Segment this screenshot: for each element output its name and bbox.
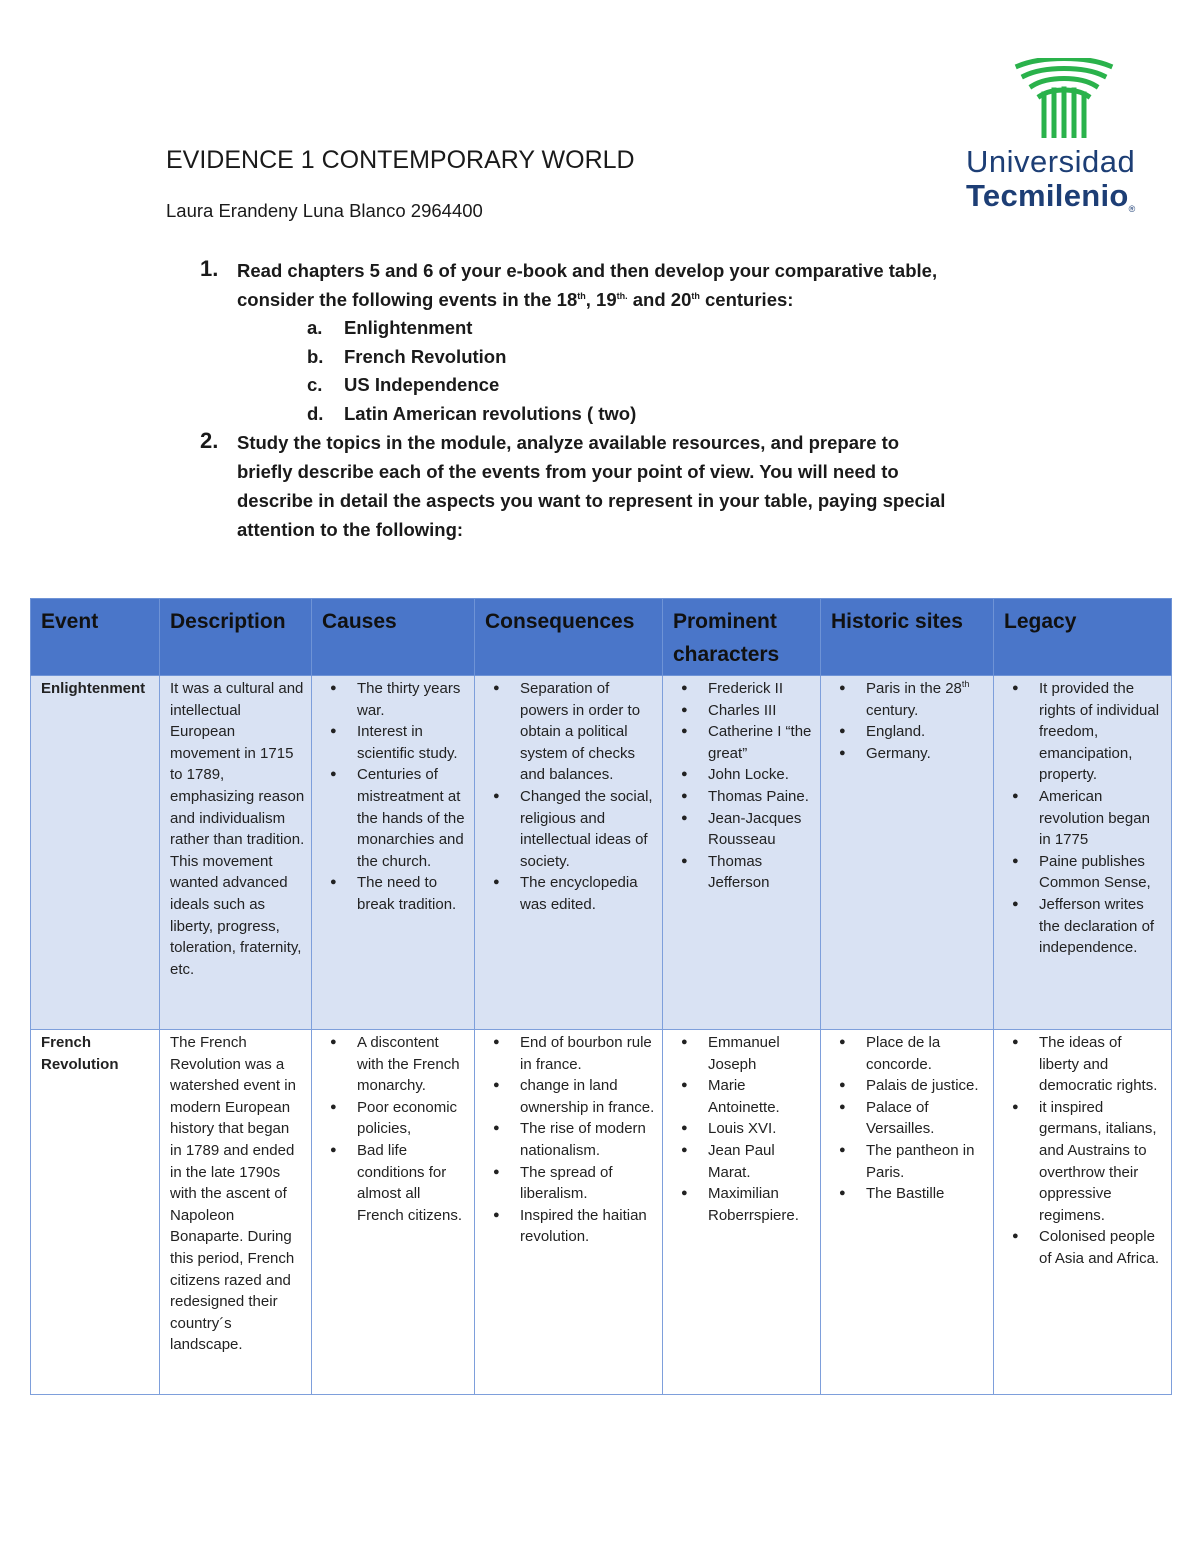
list-item: ● The ideas of liberty and democratic rights. — [1004, 1032, 1165, 1097]
list-item: b. French Revolution — [307, 345, 507, 367]
list-item: ● Jean Paul Marat. — [673, 1140, 814, 1183]
instruction-number: 1. — [200, 256, 219, 281]
column-header: Event — [31, 599, 160, 676]
instructions — [200, 256, 1060, 544]
table-row — [31, 1030, 1172, 1395]
instruction-2-line4: attention to the following: — [237, 519, 464, 540]
instruction-number: 2. — [200, 428, 219, 453]
list-item: ● Marie Antoinette. — [673, 1075, 814, 1118]
description-cell: The French Revolution was a watershed event in modern European history that began in 1789 and ended in the late 1790s with the ascent of Napoleon Bonaparte. During this period, French citizens razed and redesigned their country´s landscape. — [160, 1030, 312, 1395]
characters-cell — [663, 676, 821, 1030]
event-cell: French Revolution — [31, 1030, 160, 1395]
list-item: ● England. — [831, 721, 987, 743]
instruction-2-line2: briefly describe each of the events from your point of view. You will need to — [237, 461, 899, 482]
list-item: d. Latin American revolutions ( two) — [307, 402, 637, 424]
list-item: ● Emmanuel Joseph — [673, 1032, 814, 1075]
sites-cell — [821, 1030, 994, 1395]
characters-cell — [663, 1030, 821, 1395]
causes-cell — [312, 1030, 475, 1395]
list-item: ● it inspired germans, italians, and Austrains to overthrow their oppressive regimens. — [1004, 1097, 1165, 1227]
consequences-cell — [475, 1030, 663, 1395]
instruction-2-line1: Study the topics in the module, analyze available resources, and prepare to — [237, 432, 900, 453]
event-list — [200, 314, 1060, 428]
list-item: ● End of bourbon rule in france. — [485, 1032, 656, 1075]
list-item: ● A discontent with the French monarchy. — [322, 1032, 468, 1097]
list-item: ● Catherine I “the great” — [673, 721, 814, 764]
table-header-row — [31, 599, 1172, 676]
instruction-2-line3: describe in detail the aspects you want to represent in your table, paying special — [237, 490, 946, 511]
list-item: ● Louis XVI. — [673, 1118, 814, 1140]
list-item: ● Palace of Versailles. — [831, 1097, 987, 1140]
list-item: ● Bad life conditions for almost all French citizens. — [322, 1140, 468, 1226]
list-item: ● Centuries of mistreatment at the hands of the monarchies and the church. — [322, 764, 468, 872]
list-item: ● Colonised people of Asia and Africa. — [1004, 1226, 1165, 1269]
list-item: ● The pantheon in Paris. — [831, 1140, 987, 1183]
list-item: ● The spread of liberalism. — [485, 1162, 656, 1205]
list-item: ● The encyclopedia was edited. — [485, 872, 656, 915]
list-item: ● Poor economic policies, — [322, 1097, 468, 1140]
instruction-2 — [200, 428, 1060, 544]
list-item: ● Interest in scientific study. — [322, 721, 468, 764]
list-item: ● change in land ownership in france. — [485, 1075, 656, 1118]
list-item: ● Germany. — [831, 743, 987, 765]
list-item: ● Frederick II — [673, 678, 814, 700]
sites-cell — [821, 676, 994, 1030]
list-item: ● Jean-Jacques Rousseau — [673, 808, 814, 851]
list-item: ● American revolution began in 1775 — [1004, 786, 1165, 851]
logo-word-universidad: Universidad — [966, 144, 1136, 179]
list-item: ● The rise of modern nationalism. — [485, 1118, 656, 1161]
list-item: ● Charles III — [673, 700, 814, 722]
list-item: ● Inspired the haitian revolution. — [485, 1205, 656, 1248]
comparative-table — [30, 598, 1172, 1395]
arches-logo-icon — [1014, 58, 1114, 138]
consequences-cell — [475, 676, 663, 1030]
list-item: ● Maximilian Roberrspiere. — [673, 1183, 814, 1226]
column-header: Causes — [312, 599, 475, 676]
logo-word-tecmilenio: Tecmilenio® — [966, 178, 1136, 214]
list-item: ● Thomas Paine. — [673, 786, 814, 808]
column-header: Consequences — [475, 599, 663, 676]
university-logo — [966, 58, 1146, 214]
document-title: EVIDENCE 1 CONTEMPORARY WORLD — [166, 146, 635, 174]
legacy-cell — [994, 676, 1172, 1030]
list-item: a. Enlightenment — [307, 317, 473, 338]
table-row — [31, 676, 1172, 1030]
event-cell: Enlightenment — [31, 676, 160, 1030]
instruction-1-line2: consider the following events in the 18th, $19^{th.}$ and 20th centuries: — [237, 289, 794, 310]
list-item: ● Paris in the 28th century. — [831, 678, 987, 721]
list-item: ● Thomas Jefferson — [673, 851, 814, 894]
list-item: ● Palais de justice. — [831, 1075, 987, 1097]
list-item: ● John Locke. — [673, 764, 814, 786]
instruction-1 — [200, 256, 1060, 314]
list-item: ● Jefferson writes the declaration of independence. — [1004, 894, 1165, 959]
causes-cell — [312, 676, 475, 1030]
list-item: ● Changed the social, religious and intellectual ideas of society. — [485, 786, 656, 872]
column-header: Legacy — [994, 599, 1172, 676]
list-item: ● Separation of powers in order to obtain a political system of checks and balances. — [485, 678, 656, 786]
list-item: c. US Independence — [307, 374, 500, 395]
list-item: ● Place de la concorde. — [831, 1032, 987, 1075]
legacy-cell — [994, 1030, 1172, 1395]
list-item: ● The thirty years war. — [322, 678, 468, 721]
column-header: Historic sites — [821, 599, 994, 676]
registered-mark: ® — [1128, 204, 1136, 214]
list-item: ● Paine publishes Common Sense, — [1004, 851, 1165, 894]
list-item: ● The need to break tradition. — [322, 872, 468, 915]
instruction-1-line1: Read chapters 5 and 6 of your e-book and then develop your comparative table, — [237, 260, 938, 281]
column-header: Description — [160, 599, 312, 676]
author-line: Laura Erandeny Luna Blanco 2964400 — [166, 200, 483, 221]
column-header: Prominent characters — [663, 599, 821, 676]
list-item: ● The Bastille — [831, 1183, 987, 1205]
list-item: ● It provided the rights of individual freedom, emancipation, property. — [1004, 678, 1165, 786]
description-cell: It was a cultural and intellectual European movement in 1715 to 1789, emphasizing reason and individualism rather than tradition. This movement wanted advanced ideals such as liberty, progress, toleration, fraternity, etc. — [160, 676, 312, 1030]
